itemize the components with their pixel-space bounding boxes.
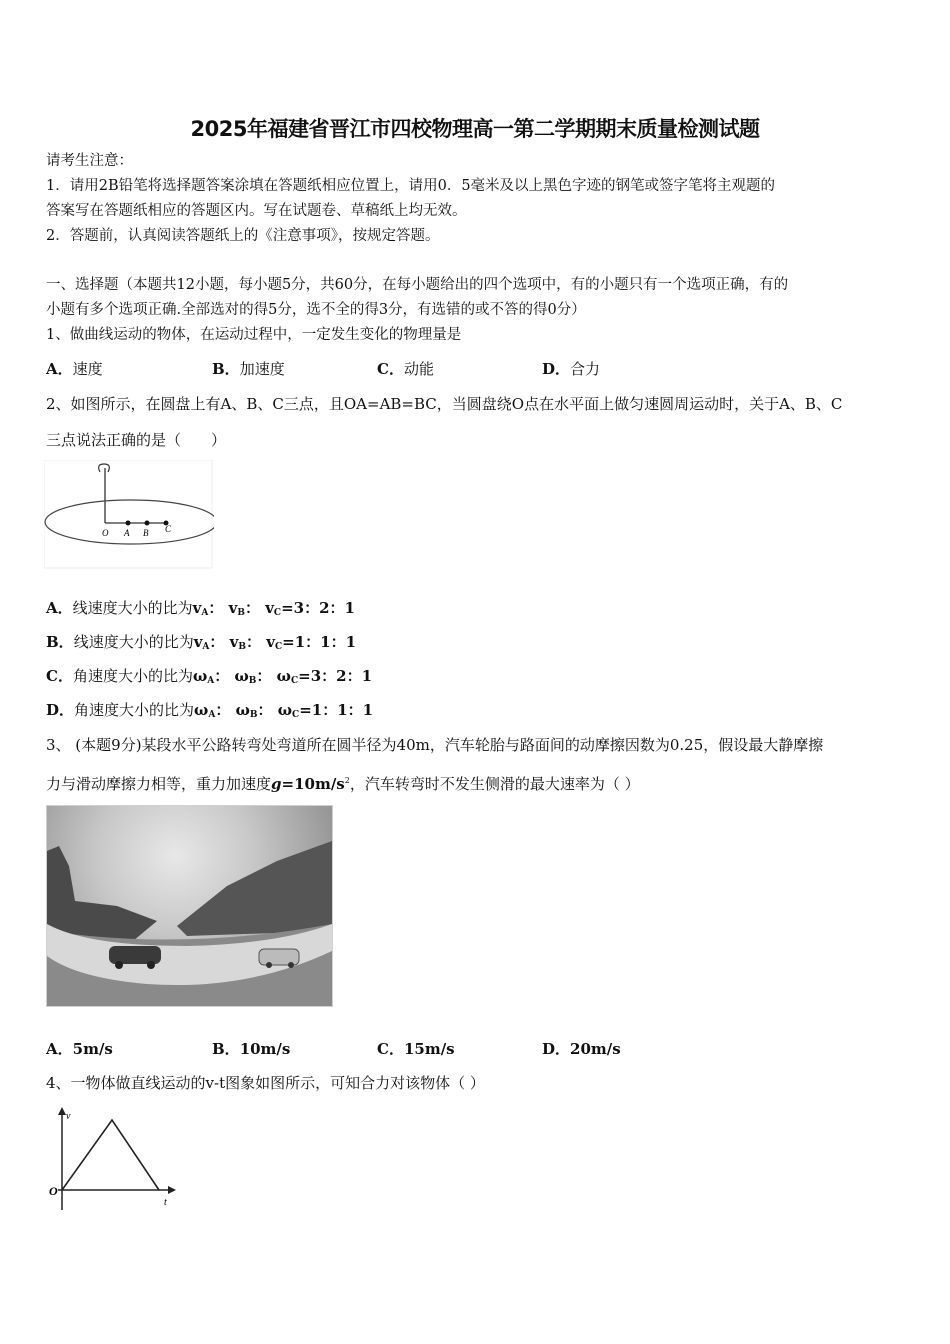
option-key: B． <box>46 633 74 651</box>
option-key: D． <box>46 701 75 719</box>
question-2-stem-line-2: 三点说法正确的是（ ） <box>46 431 227 449</box>
option-text: 角速度大小的比为 <box>72 667 193 685</box>
curved-road-photo <box>46 805 333 1007</box>
question-3-stem-line-1: 3、 (本题9分)某段水平公路转弯处弯道所在圆半径为40m，汽车轮胎与路面间的动摩擦因数为0.25，假设最大静摩擦 <box>46 736 824 754</box>
q2-option-c[interactable]: C．角速度大小的比为$\omega_A$： $\omega_B$： $\omega_C=3$：2：1 <box>46 667 373 686</box>
question-1-stem: 1、做曲线运动的物体，在运动过程中，一定发生变化的物理量是 <box>46 327 462 343</box>
question-4-stem: 4、一物体做直线运动的v-t图象如图所示，可知合力对该物体（ ） <box>46 1074 485 1092</box>
option-text: 合力 <box>570 360 601 378</box>
question-3-stem-line-2: 力与滑动摩擦力相等，重力加速度$g=10m/s^2$，汽车转弯时不发生侧滑的最大速率为（ ） <box>46 775 640 793</box>
notice-item-2: 2．答题前，认真阅读答题纸上的《注意事项》，按规定答题。 <box>46 228 440 244</box>
option-text: 角速度大小的比为 <box>74 701 195 719</box>
v-t-graph-figure <box>46 1105 181 1215</box>
option-text: 动能 <box>403 360 434 378</box>
notice-heading: 请考生注意： <box>46 153 133 169</box>
section-header-line-1: 一、选择题（本题共12小题，每小题5分，共60分，在每小题给出的四个选项中，有的小题只有一个选项正确，有的 <box>46 277 789 293</box>
option-key: A． <box>46 599 73 617</box>
option-key: C． <box>46 667 73 685</box>
notice-item-1: 1．请用2B铅笔将选择题答案涂填在答题纸相应位置上，请用0．5毫米及以上黑色字迹的钢笔或签字笔将主观题的 <box>46 178 776 194</box>
x-axis-arrow-icon <box>168 1186 176 1194</box>
q1-option-b[interactable] <box>212 359 285 379</box>
option-text: 线速度大小的比为 <box>73 633 194 651</box>
section-header-line-2: 小题有多个选项正确.全部选对的得5分，选不全的得3分，有选错的或不答的得0分） <box>46 302 586 318</box>
y-axis-arrow-icon <box>58 1107 66 1115</box>
option-key: D． <box>542 360 571 378</box>
svg-text:v: v <box>66 1111 71 1122</box>
q3-option-b[interactable]: B．10m/s <box>212 1040 291 1058</box>
q2-option-d[interactable]: D．角速度大小的比为$\omega_A$： $\omega_B$： $\omega_C=1$：1：1 <box>46 701 374 720</box>
q1-option-c[interactable] <box>377 359 434 379</box>
q3-option-a[interactable]: A．5m/s <box>46 1040 113 1058</box>
exam-title: 2025年福建省晋江市四校物理高一第二学期期末质量检测试题 <box>190 117 760 141</box>
option-key: C． <box>377 360 404 378</box>
notice-item-1-cont: 答案写在答题纸相应的答题区内。写在试题卷、草稿纸上均无效。 <box>46 203 467 219</box>
q2-option-a[interactable]: A．线速度大小的比为$v_A$： $v_B$： $v_C=3$：2：1 <box>46 599 355 618</box>
svg-text:t: t <box>164 1197 167 1208</box>
q3-option-d[interactable]: D．20m/s <box>542 1040 621 1058</box>
option-key: B． <box>212 360 240 378</box>
svg-text:O: O <box>49 1184 58 1198</box>
q2-option-b[interactable]: B．线速度大小的比为$v_A$： $v_B$： $v_C=1$：1：1 <box>46 633 357 652</box>
svg-text:B: B <box>143 528 149 538</box>
question-2-stem-line-1: 2、如图所示，在圆盘上有A、B、C三点，且OA=AB=BC，当圆盘绕O点在水平面上做匀速圆周运动时，关于A、B、C <box>46 395 843 413</box>
option-text: 速度 <box>72 360 103 378</box>
svg-text:C: C <box>165 524 172 534</box>
q1-option-d[interactable] <box>542 359 600 379</box>
svg-text:A: A <box>124 528 130 538</box>
svg-text:O: O <box>102 528 109 538</box>
option-text: 线速度大小的比为 <box>72 599 193 617</box>
option-text: 加速度 <box>239 360 285 378</box>
q3-option-c[interactable]: C．15m/s <box>377 1040 455 1058</box>
rotating-disk-figure <box>44 460 214 570</box>
option-key: A． <box>46 360 73 378</box>
q1-option-a[interactable] <box>46 359 103 379</box>
